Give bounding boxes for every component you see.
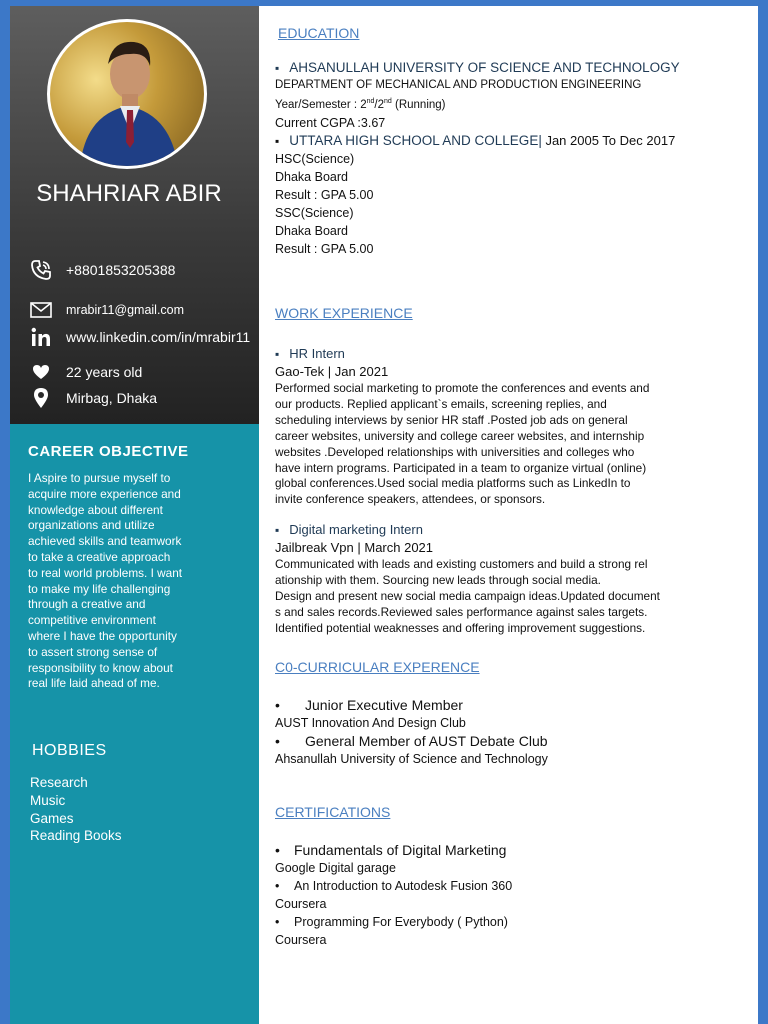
contact-email (28, 299, 184, 321)
job-description: Communicated with leads and existing customers and build a strong rel ationship with them. Sourcing new leads through social media. Design and present new social media campaign ideas.Updated document s and sales records.Reviewed sales performance against sales targets. Identified potential weaknesses and offering improvement suggestions. (275, 557, 660, 635)
activity-title: • Junior Executive Member (275, 697, 463, 713)
job-entry-2 (275, 521, 745, 637)
job-entry-1 (275, 345, 745, 508)
hsc: HSC(Science) (275, 151, 355, 166)
phone-icon (28, 259, 54, 281)
hobbies-heading: HOBBIES (32, 742, 107, 759)
hobby-item: Reading Books (30, 828, 122, 844)
ssc-result: Result : GPA 5.00 (275, 241, 374, 256)
contact-linkedin (28, 326, 250, 348)
year-semester: Year/Semester : 2nd/2nd (Running) (275, 98, 446, 111)
job-role: ▪ Digital marketing Intern (275, 521, 745, 539)
hobby-item: Research (30, 775, 88, 790)
certification-issuer: Google Digital garage (275, 861, 396, 875)
certifications-heading: CERTIFICATIONS (275, 804, 391, 820)
linkedin-icon (28, 326, 54, 348)
hsc-result: Result : GPA 5.00 (275, 187, 374, 202)
resume-page (10, 6, 758, 1024)
job-company: Jailbreak Vpn | March 2021 (275, 540, 434, 555)
career-objective-heading: CAREER OBJECTIVE (28, 443, 189, 460)
linkedin-url: www.linkedin.com/in/mrabir11 (66, 329, 251, 345)
certification-title: • Fundamentals of Digital Marketing (275, 842, 507, 858)
college-entry: ▪ UTTARA HIGH SCHOOL AND COLLEGE| Jan 2005 To Dec 2017 (275, 132, 745, 150)
current-cgpa: Current CGPA :3.67 (275, 115, 386, 130)
hobby-item: Music (30, 792, 66, 808)
job-role: ▪ HR Intern (275, 345, 745, 363)
sidebar-header (10, 6, 259, 424)
education-section (275, 59, 745, 258)
profile-photo (47, 19, 207, 169)
location-pin-icon (28, 387, 54, 409)
cocurricular-section (275, 696, 745, 768)
hsc-board: Dhaka Board (275, 169, 348, 184)
location-text: Mirbag, Dhaka (66, 390, 158, 406)
university-name: ▪ AHSANULLAH UNIVERSITY OF SCIENCE AND TECHNOLOGY (275, 59, 745, 77)
ssc-board: Dhaka Board (275, 223, 348, 238)
phone-number: +8801853205388 (66, 262, 176, 278)
heart-icon (28, 361, 54, 383)
activity-org: Ahsanullah University of Science and Technology (275, 752, 548, 766)
work-experience-heading: WORK EXPERIENCE (275, 305, 413, 321)
email-address: mrabir11@gmail.com (66, 303, 185, 317)
certification-issuer: Coursera (275, 933, 327, 947)
hobbies-list (30, 774, 122, 845)
career-objective-text: I Aspire to pursue myself to acquire more experience and knowledge about different organizations and utilize achieved skills and teamwork to take a creative approach to real world problems. I want to make my life challenging through a creative and competitive environment where I have the opportunity to assert strong sense of responsibility to know about real life laid ahead of me. (28, 471, 183, 691)
hobby-item: Games (30, 810, 74, 826)
contact-age (28, 361, 142, 383)
cocurricular-heading: C0-CURRICULAR EXPERENCE (275, 659, 480, 675)
certification-issuer: Coursera (275, 897, 327, 911)
certification-title: • Programming For Everybody ( Python) (275, 915, 508, 929)
contact-location (28, 387, 157, 409)
activity-org: AUST Innovation And Design Club (275, 716, 466, 730)
job-description: Performed social marketing to promote the conferences and events and our products. Replied applicant`s emails, screening replies, and scheduling interviews by senior HR staff .Posted job ads on general career websites, university and college career websites, and internship websites .Developed relationships with universities and colleges who have intern programs. Participated in a team to organize virtual (online) global conferences.Used social media platforms such as LinkedIn to invite conference speakers, attendees, or sponsors. (275, 381, 650, 507)
age-text: 22 years old (66, 364, 143, 380)
candidate-name: SHAHRIAR ABIR (36, 180, 222, 207)
envelope-icon (28, 299, 54, 321)
job-company: Gao-Tek | Jan 2021 (275, 364, 389, 379)
education-heading: EDUCATION (278, 25, 360, 41)
contact-phone (28, 259, 175, 281)
activity-title: • General Member of AUST Debate Club (275, 733, 548, 749)
ssc: SSC(Science) (275, 205, 354, 220)
department: DEPARTMENT OF MECHANICAL AND PRODUCTION ENGINEERING (275, 79, 642, 91)
certification-title: • An Introduction to Autodesk Fusion 360 (275, 879, 513, 893)
certifications-section (275, 841, 745, 949)
